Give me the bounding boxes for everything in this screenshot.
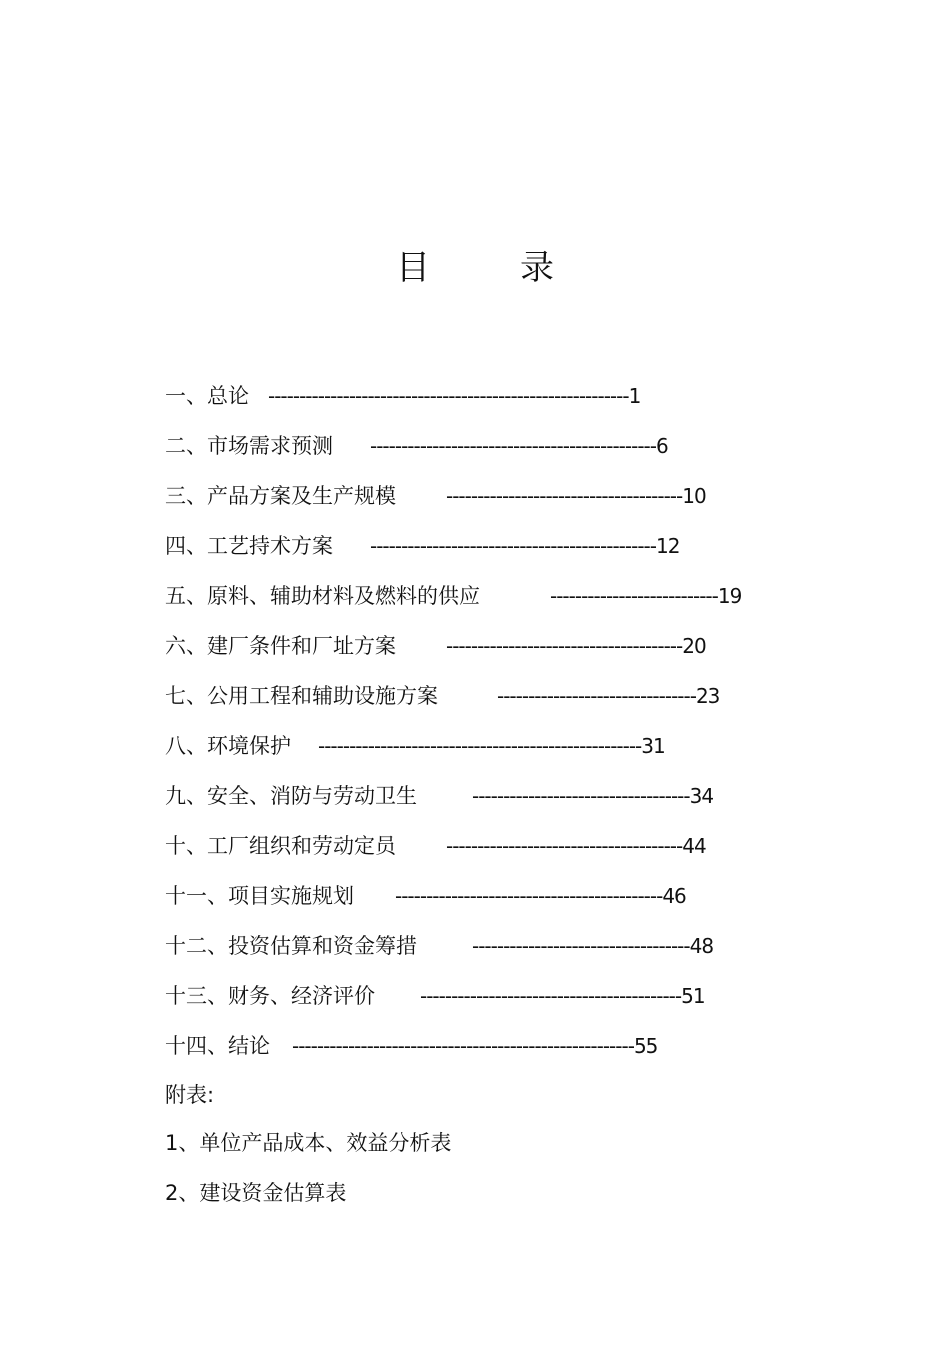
toc-entry-label: 三、产品方案及生产规模 bbox=[165, 484, 396, 508]
toc-entry-leader: -----------------------------------48 bbox=[472, 934, 714, 958]
appendix-heading: 附表: bbox=[165, 1083, 215, 1107]
toc-entry-leader: -------------------------------------------------------55 bbox=[292, 1034, 658, 1058]
toc-entry-leader: --------------------------------------10 bbox=[446, 484, 706, 508]
toc-entry-page: 48 bbox=[689, 934, 714, 958]
toc-entry-label: 四、工艺持术方案 bbox=[165, 534, 333, 558]
toc-entry-leader: -------------------------------------------46 bbox=[395, 884, 686, 908]
toc-entry-label: 七、公用工程和辅助设施方案 bbox=[165, 684, 438, 708]
toc-entry-leader: ----------------------------------------------------------1 bbox=[268, 384, 641, 408]
toc-entry-leader: ---------------------------19 bbox=[550, 584, 742, 608]
toc-entry-leader: --------------------------------------20 bbox=[446, 634, 706, 658]
toc-entry-page: 20 bbox=[682, 634, 706, 658]
toc-entry[interactable] bbox=[165, 578, 742, 614]
toc-entry[interactable] bbox=[165, 378, 641, 414]
toc-entry-leader: ----------------------------------------------6 bbox=[370, 434, 668, 458]
toc-entry-leader: ----------------------------------------------12 bbox=[370, 534, 680, 558]
toc-entry[interactable] bbox=[165, 528, 680, 564]
toc-entry-label: 十一、项目实施规划 bbox=[165, 884, 354, 908]
toc-entry-page: 44 bbox=[682, 834, 706, 858]
toc-entry[interactable] bbox=[165, 678, 720, 714]
toc-entry-page: 34 bbox=[689, 784, 714, 808]
toc-entry-page: 6 bbox=[655, 434, 668, 458]
toc-entry-label: 十二、投资估算和资金筹措 bbox=[165, 934, 417, 958]
toc-entry[interactable] bbox=[165, 478, 706, 514]
toc-entry[interactable] bbox=[165, 1028, 658, 1064]
toc-entry[interactable] bbox=[165, 628, 706, 664]
toc-entry-label: 一、总论 bbox=[165, 384, 249, 408]
toc-entry-page: 31 bbox=[641, 734, 665, 758]
toc-entry-page: 19 bbox=[717, 584, 742, 608]
toc-entry-leader: --------------------------------------44 bbox=[446, 834, 706, 858]
toc-entry-leader: ------------------------------------------51 bbox=[420, 984, 705, 1008]
toc-entry-page: 23 bbox=[695, 684, 720, 708]
toc-entry-label: 十、工厂组织和劳动定员 bbox=[165, 834, 396, 858]
title-char-2: 录 bbox=[520, 248, 554, 288]
toc-entry-label: 九、安全、消防与劳动卫生 bbox=[165, 784, 417, 808]
toc-entry[interactable] bbox=[165, 828, 706, 864]
toc-entry-label: 十四、结论 bbox=[165, 1034, 270, 1058]
toc-entry-page: 10 bbox=[682, 484, 706, 508]
appendix-item: 1、单位产品成本、效益分析表 bbox=[165, 1131, 452, 1155]
toc-entry-page: 55 bbox=[633, 1034, 658, 1058]
toc-entry-page: 1 bbox=[628, 384, 641, 408]
toc-entry-leader: -----------------------------------34 bbox=[472, 784, 714, 808]
toc-entry-label: 六、建厂条件和厂址方案 bbox=[165, 634, 396, 658]
toc-entry-label: 八、环境保护 bbox=[165, 734, 291, 758]
appendix-item: 2、建设资金估算表 bbox=[165, 1181, 347, 1205]
toc-entry[interactable] bbox=[165, 978, 705, 1014]
toc-entry-label: 十三、财务、经济评价 bbox=[165, 984, 375, 1008]
toc-entry[interactable] bbox=[165, 778, 714, 814]
toc-entry[interactable] bbox=[165, 878, 686, 914]
toc-entry-label: 五、原料、辅助材料及燃料的供应 bbox=[165, 584, 480, 608]
toc-entry-page: 46 bbox=[662, 884, 686, 908]
toc-entry[interactable] bbox=[165, 428, 668, 464]
toc-entry[interactable] bbox=[165, 728, 665, 764]
toc-entry-leader: --------------------------------23 bbox=[497, 684, 720, 708]
page-title bbox=[0, 240, 950, 289]
toc-entry-leader: ----------------------------------------------------31 bbox=[318, 734, 665, 758]
toc-entry[interactable] bbox=[165, 928, 714, 964]
toc-entry-label: 二、市场需求预测 bbox=[165, 434, 333, 458]
toc-entry-page: 51 bbox=[681, 984, 705, 1008]
title-char-1: 目 bbox=[396, 248, 430, 288]
toc-entry-page: 12 bbox=[655, 534, 680, 558]
